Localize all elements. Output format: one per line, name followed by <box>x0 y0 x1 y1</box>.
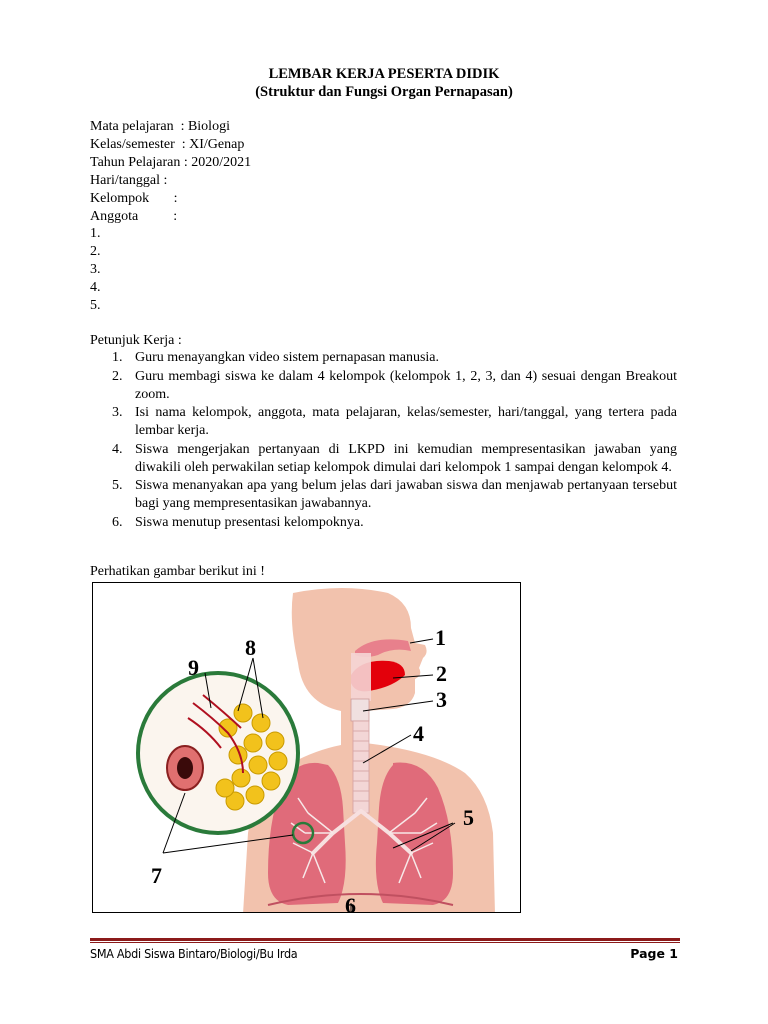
list-item: 3. Isi nama kelompok, anggota, mata pelajaran, kelas/semester, hari/tanggal, yang tertera pada lembar kerja. <box>112 405 677 438</box>
footer-rule <box>90 938 680 941</box>
footer-school: SMA Abdi Siswa Bintaro/Biologi/Bu Irda <box>90 946 298 961</box>
trachea <box>353 721 369 813</box>
label-6: 6 <box>345 893 356 913</box>
page-subtitle: (Struktur dan Fungsi Organ Pernapasan) <box>255 84 513 100</box>
instructions-heading: Petunjuk Kerja : <box>90 333 182 348</box>
larynx <box>351 699 369 721</box>
list-item: 6. Siswa menutup presentasi kelompoknya. <box>112 514 364 530</box>
identity-section <box>90 118 251 315</box>
group-row: Kelompok : <box>90 190 178 206</box>
year-row: Tahun Pelajaran : 2020/2021 <box>90 154 252 170</box>
label-8: 8 <box>245 635 256 660</box>
list-item: 5. Siswa menanyakan apa yang belum jelas dari jawaban siswa dan menjawab pertanyaan tersebut bagi yang mempresentasikan jawabannya. <box>112 478 677 511</box>
list-item: 2. Guru membagi siswa ke dalam 4 kelompok (kelompok 1, 2, 3, dan 4) sesuai dengan Breakout zoom. <box>112 368 677 402</box>
subject-row: Mata pelajaran : Biologi <box>90 119 230 134</box>
label-9: 9 <box>188 655 199 680</box>
member-line: 3. <box>90 262 101 278</box>
class-row: Kelas/semester : XI/Genap <box>90 136 245 152</box>
footer-rule-thin <box>90 942 680 943</box>
pharynx <box>351 653 371 701</box>
label-2: 2 <box>436 661 447 686</box>
list-item: 4. Siswa mengerjakan pertanyaan di LKPD ini kemudian mempresentasikan jawaban yang diwakili oleh perwakilan setiap kelompok dimulai dari kelompok 1 sampai dengan kelompok 4. <box>112 441 677 475</box>
page-title: LEMBAR KERJA PESERTA DIDIK <box>268 66 500 82</box>
label-5: 5 <box>463 805 474 830</box>
member-line: 5. <box>90 298 101 314</box>
member-line: 2. <box>90 244 101 260</box>
list-item: 1. Guru menayangkan video sistem pernapasan manusia. <box>112 350 440 365</box>
label-3: 3 <box>436 687 447 712</box>
members-row: Anggota : <box>90 208 178 224</box>
date-row: Hari/tanggal : <box>90 172 168 188</box>
instruction-list <box>90 349 677 532</box>
label-4: 4 <box>413 721 424 746</box>
page-number: Page 1 <box>630 946 678 961</box>
label-7: 7 <box>151 863 162 888</box>
member-line: 1. <box>90 226 101 242</box>
label-1: 1 <box>435 625 446 650</box>
respiratory-system-figure <box>92 582 521 913</box>
member-line: 4. <box>90 280 101 296</box>
figure-caption: Perhatikan gambar berikut ini ! <box>90 564 265 579</box>
